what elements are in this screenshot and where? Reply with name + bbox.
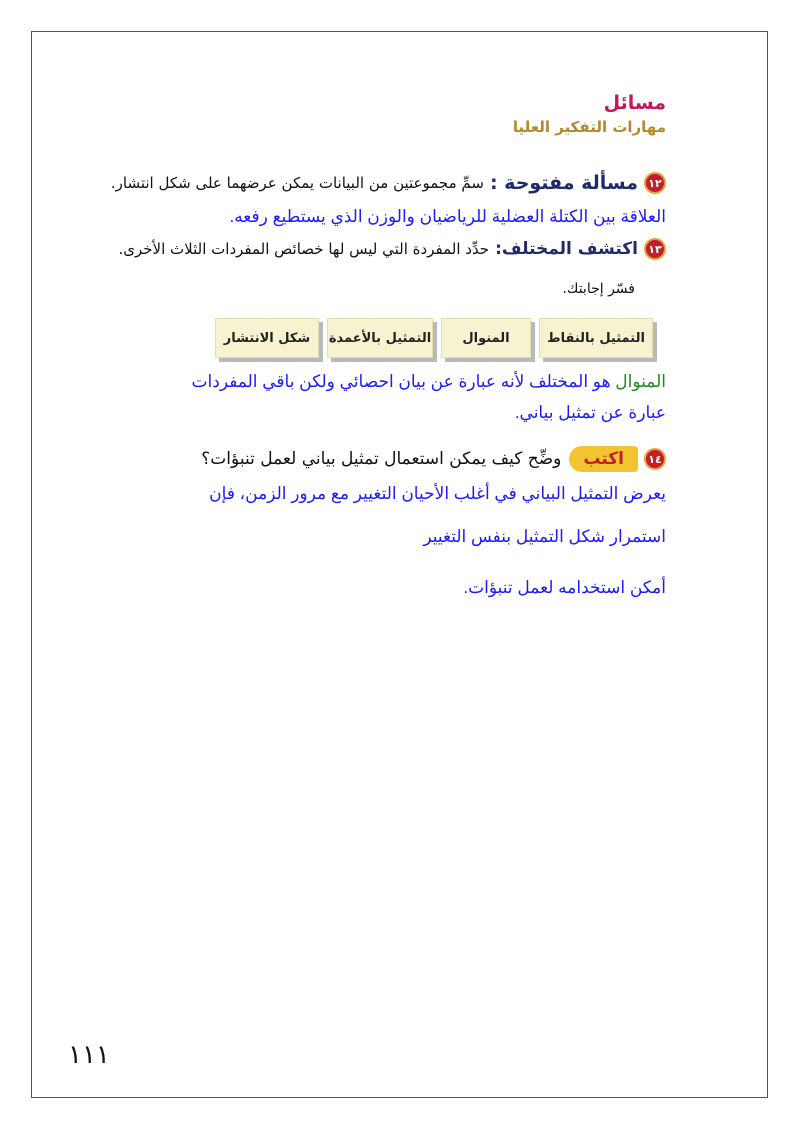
answer-14-line1: يعرض التمثيل البياني في أغلب الأحيان التغيير مع مرور الزمن، فإن xyxy=(209,484,666,503)
question-label: مسألة مفتوحة : xyxy=(489,172,638,194)
answer-14-line3: أمكن استخدامه لعمل تنبؤات. xyxy=(463,578,666,597)
section-title: مسائل xyxy=(603,92,666,114)
page-number: ١١١ xyxy=(68,1040,110,1070)
question-text: حدِّد المفردة التي ليس لها خصائص المفردات الثلاث الأخرى. xyxy=(118,240,490,258)
answer-14-line2: استمرار شكل التمثيل بنفس التغيير xyxy=(423,527,666,546)
option-box: التمثيل بالأعمدة xyxy=(327,318,433,358)
answer-12: العلاقة بين الكتلة العضلية للرياضيان والوزن الذي يستطيع رفعه. xyxy=(229,207,666,226)
question-13 xyxy=(119,238,667,260)
question-text: وضِّح كيف يمكن استعمال تمثيل بياني لعمل تنبؤات؟ xyxy=(201,449,562,469)
question-number-badge: ١٢ xyxy=(644,172,666,194)
options-row xyxy=(207,318,653,360)
explain-prompt: فسّر إجابتك. xyxy=(562,281,635,297)
option-box: شكل الانتشار xyxy=(215,318,319,358)
answer-text: هو المختلف لأنه عبارة عن بيان احصائي ولكن باقي المفردات xyxy=(191,372,611,391)
write-label: اكتب xyxy=(569,446,638,472)
question-number-badge: ١٤ xyxy=(644,448,666,470)
question-number-badge: ١٣ xyxy=(644,238,666,260)
answer-13-line1 xyxy=(192,372,666,392)
question-12 xyxy=(111,172,666,194)
option-box: التمثيل بالنقاط xyxy=(539,318,653,358)
question-14 xyxy=(201,446,666,472)
option-box: المنوال xyxy=(441,318,531,358)
question-text: سمِّ مجموعتين من البيانات يمكن عرضهما على شكل انتشار. xyxy=(110,174,484,192)
answer-highlight: المنوال xyxy=(615,372,666,391)
question-label: اكتشف المختلف: xyxy=(495,239,638,259)
answer-13-line2: عبارة عن تمثيل بياني. xyxy=(514,403,666,422)
section-subtitle: مهارات التفكير العليا xyxy=(512,118,666,136)
